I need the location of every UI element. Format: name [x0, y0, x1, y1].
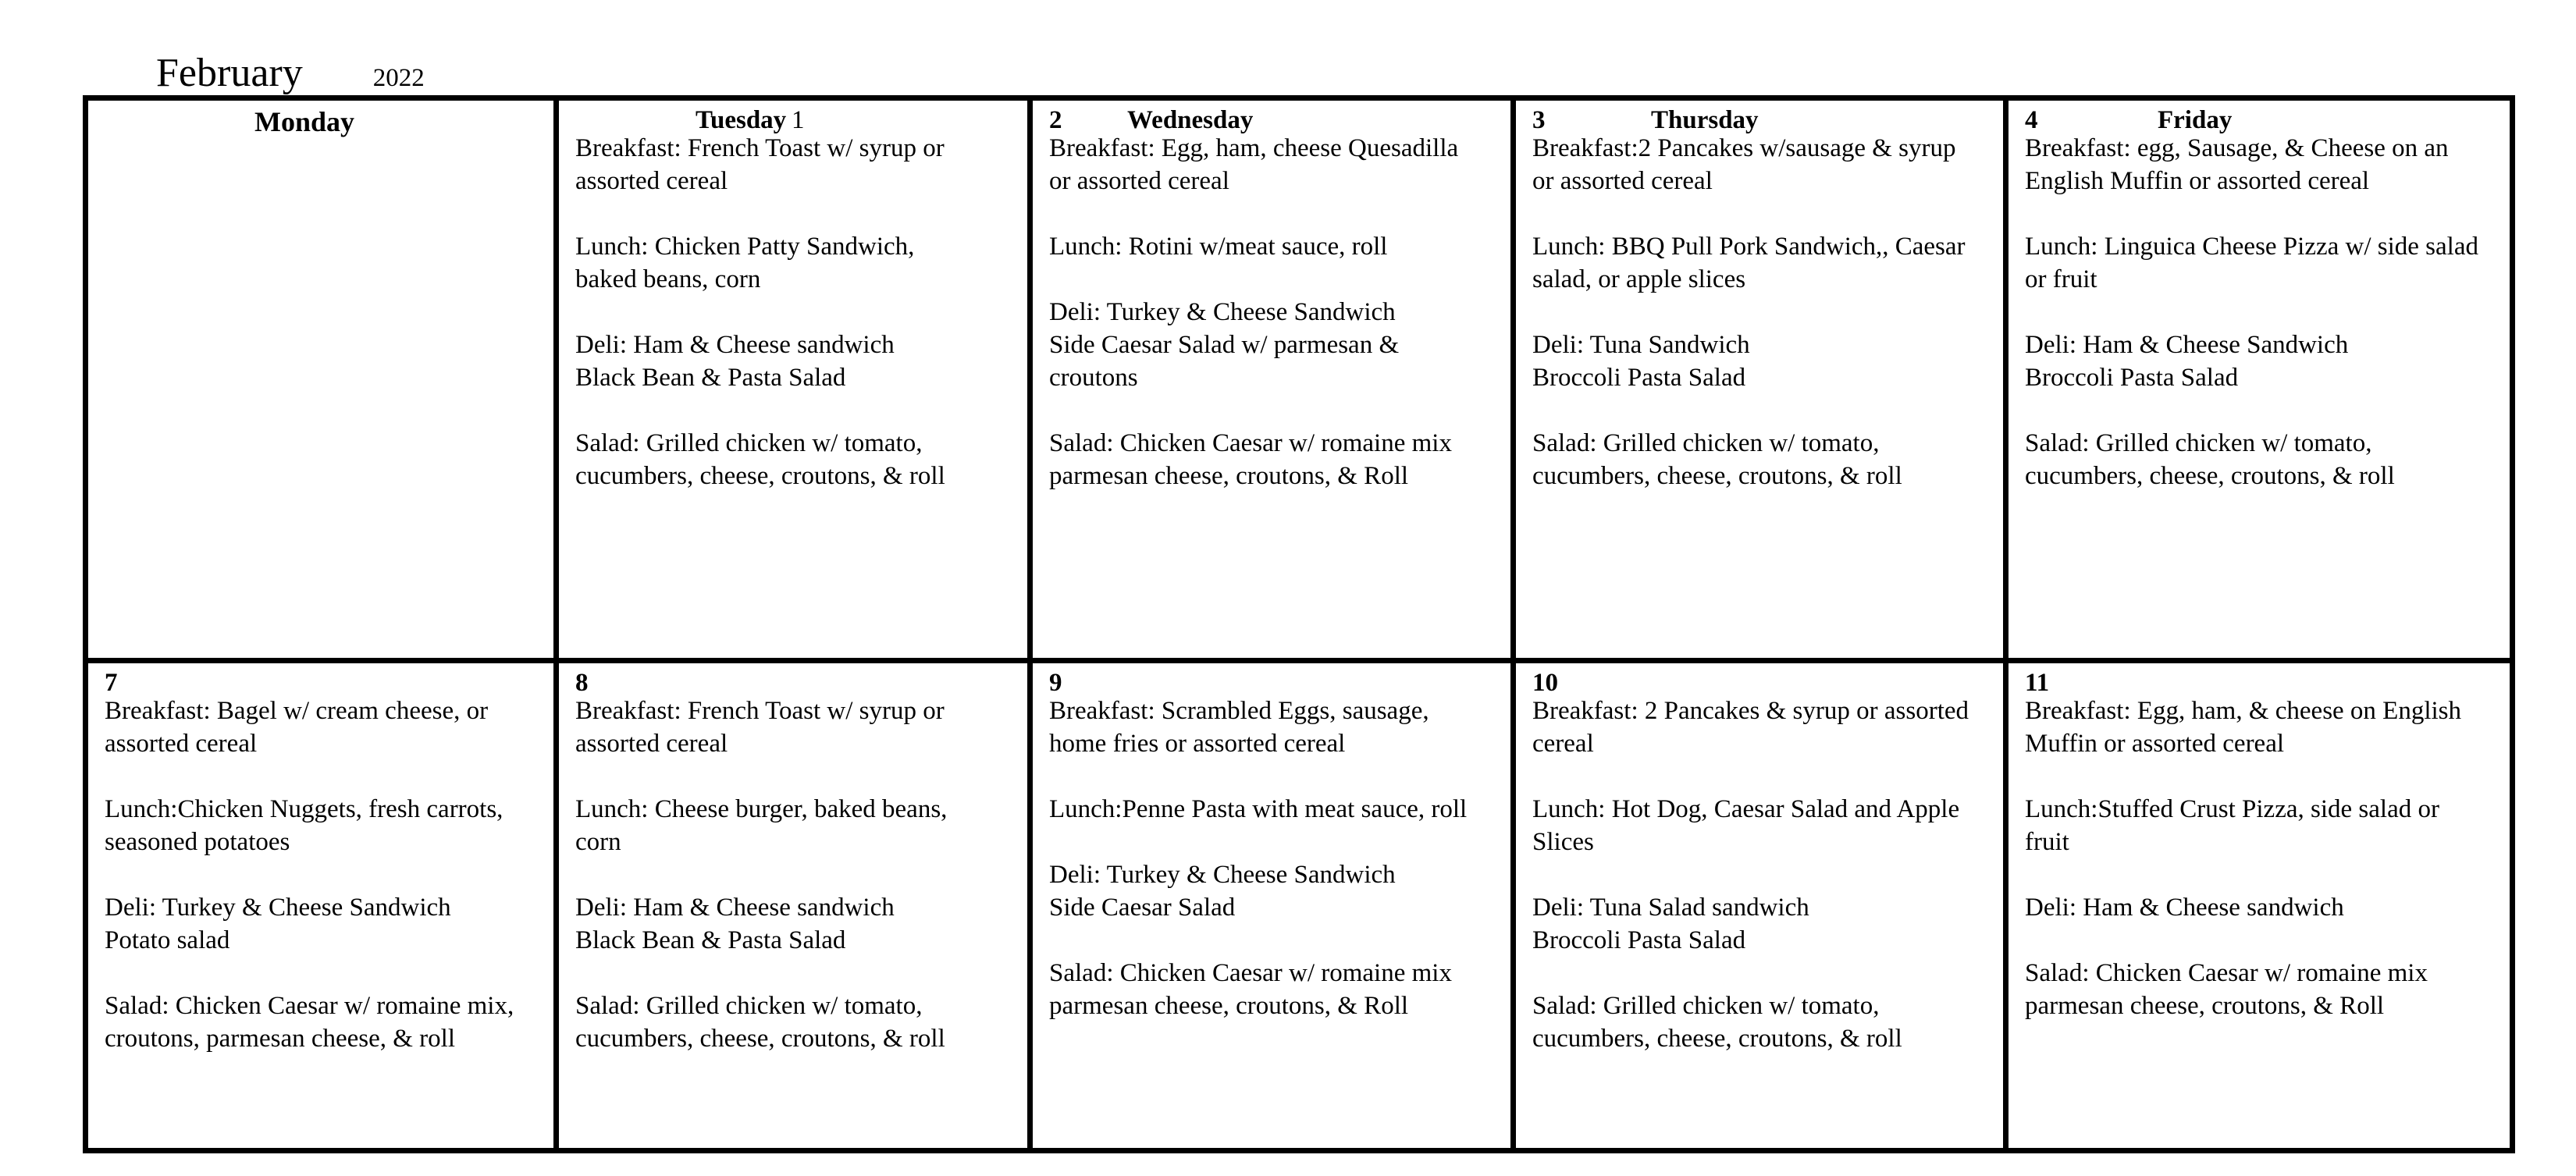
- deli-item: Deli: Turkey & Cheese Sandwich Side Caesar Salad w/ parmesan & croutons: [1049, 298, 1400, 392]
- breakfast-item: Breakfast: egg, Sausage, & Cheese on an English Muffin or assorted cereal: [2025, 134, 2449, 195]
- day-cell-header: [1532, 671, 1987, 695]
- deli-item: Deli: Ham & Cheese Sandwich Broccoli Pasta Salad: [2025, 331, 2349, 392]
- date-number: 10: [1532, 669, 1558, 697]
- day-cell-friday-week2: [2008, 663, 2510, 1148]
- date-number: 8: [575, 669, 589, 697]
- day-cell-header: [105, 106, 538, 137]
- deli-item: Deli: Tuna Salad sandwich Broccoli Pasta Salad: [1532, 894, 1809, 954]
- day-cell-header: [575, 108, 1012, 132]
- day-cell-thursday-week2: [1516, 663, 2008, 1148]
- day-cell-monday-week2: [88, 663, 559, 1148]
- salad-item: Salad: Chicken Caesar w/ romaine mix parmesan cheese, croutons, & Roll: [1049, 959, 1452, 1020]
- weekday-label-wednesday: Wednesday: [1127, 106, 1254, 134]
- lunch-item: Lunch:Penne Pasta with meat sauce, roll: [1049, 795, 1468, 823]
- lunch-item: Lunch: BBQ Pull Pork Sandwich,, Caesar salad, or apple slices: [1532, 233, 1966, 293]
- menu-calendar-grid: [83, 95, 2515, 1153]
- salad-item: Salad: Grilled chicken w/ tomato, cucumbers, cheese, croutons, & roll: [575, 429, 945, 490]
- salad-item: Salad: Grilled chicken w/ tomato, cucumbers, cheese, croutons, & roll: [2025, 429, 2395, 490]
- deli-item: Deli: Turkey & Cheese Sandwich Potato salad: [105, 894, 451, 954]
- day-cell-friday-week1: [2008, 101, 2510, 663]
- weekday-label-thursday: Thursday: [1651, 106, 1759, 134]
- breakfast-item: Breakfast: Egg, ham, cheese Quesadilla or assorted cereal: [1049, 134, 1459, 195]
- day-cell-header: [2025, 671, 2494, 695]
- day-cell-monday-week1: [88, 101, 559, 663]
- lunch-item: Lunch: Chicken Patty Sandwich, baked beans, corn: [575, 233, 915, 293]
- day-cell-header: [105, 671, 538, 695]
- date-number: 2: [1049, 106, 1062, 134]
- month-title: February: [156, 51, 303, 95]
- deli-item: Deli: Tuna Sandwich Broccoli Pasta Salad: [1532, 331, 1750, 392]
- salad-item: Salad: Grilled chicken w/ tomato, cucumbers, cheese, croutons, & roll: [575, 992, 945, 1053]
- day-cell-wednesday-week2: [1033, 663, 1516, 1148]
- day-cell-header: [575, 671, 1012, 695]
- day-cell-tuesday-week2: [559, 663, 1033, 1148]
- deli-item: Deli: Ham & Cheese sandwich Black Bean & Pasta Salad: [575, 894, 895, 954]
- date-number: 7: [105, 669, 118, 697]
- day-cell-header: [2025, 108, 2494, 132]
- breakfast-item: Breakfast: Scrambled Eggs, sausage, home fries or assorted cereal: [1049, 697, 1429, 758]
- salad-item: Salad: Chicken Caesar w/ romaine mix parmesan cheese, croutons, & Roll: [2025, 959, 2428, 1020]
- lunch-item: Lunch: Hot Dog, Caesar Salad and Apple Slices: [1532, 795, 1960, 856]
- day-cell-header: [1532, 108, 1987, 132]
- deli-item: Deli: Ham & Cheese sandwich Black Bean & Pasta Salad: [575, 331, 895, 392]
- date-number: 3: [1532, 106, 1546, 134]
- deli-item: Deli: Turkey & Cheese Sandwich Side Caesar Salad: [1049, 861, 1396, 922]
- weekday-label-friday: Friday: [2158, 106, 2233, 134]
- day-cell-thursday-week1: [1516, 101, 2008, 663]
- day-cell-header: [1049, 671, 1495, 695]
- lunch-item: Lunch: Linguica Cheese Pizza w/ side salad or fruit: [2025, 233, 2478, 293]
- lunch-item: Lunch: Cheese burger, baked beans, corn: [575, 795, 948, 856]
- breakfast-item: Breakfast: 2 Pancakes & syrup or assorted cereal: [1532, 697, 1969, 758]
- day-cell-tuesday-week1: [559, 101, 1033, 663]
- year-label: 2022: [372, 64, 425, 92]
- salad-item: Salad: Grilled chicken w/ tomato, cucumbers, cheese, croutons, & roll: [1532, 992, 1902, 1053]
- calendar-header: [156, 48, 425, 98]
- salad-item: Salad: Chicken Caesar w/ romaine mix, croutons, parmesan cheese, & roll: [105, 992, 514, 1053]
- deli-item: Deli: Ham & Cheese sandwich: [2025, 894, 2344, 922]
- day-cell-header: [1049, 108, 1495, 132]
- date-number: 9: [1049, 669, 1062, 697]
- day-cell-wednesday-week1: [1033, 101, 1516, 663]
- date-number: 1: [792, 106, 805, 134]
- date-number: 4: [2025, 106, 2038, 134]
- breakfast-item: Breakfast: Bagel w/ cream cheese, or assorted cereal: [105, 697, 489, 758]
- lunch-item: Lunch:Chicken Nuggets, fresh carrots, seasoned potatoes: [105, 795, 503, 856]
- salad-item: Salad: Grilled chicken w/ tomato, cucumbers, cheese, croutons, & roll: [1532, 429, 1902, 490]
- breakfast-item: Breakfast: French Toast w/ syrup or assorted cereal: [575, 697, 945, 758]
- lunch-item: Lunch: Rotini w/meat sauce, roll: [1049, 233, 1388, 261]
- breakfast-item: Breakfast: French Toast w/ syrup or assorted cereal: [575, 134, 945, 195]
- breakfast-item: Breakfast: Egg, ham, & cheese on English Muffin or assorted cereal: [2025, 697, 2462, 758]
- breakfast-item: Breakfast:2 Pancakes w/sausage & syrup or assorted cereal: [1532, 134, 1956, 195]
- weekday-label-monday: Monday: [254, 106, 355, 137]
- weekday-label-tuesday: Tuesday: [696, 106, 787, 134]
- lunch-item: Lunch:Stuffed Crust Pizza, side salad or fruit: [2025, 795, 2439, 856]
- salad-item: Salad: Chicken Caesar w/ romaine mix parmesan cheese, croutons, & Roll: [1049, 429, 1452, 490]
- date-number: 11: [2025, 669, 2050, 697]
